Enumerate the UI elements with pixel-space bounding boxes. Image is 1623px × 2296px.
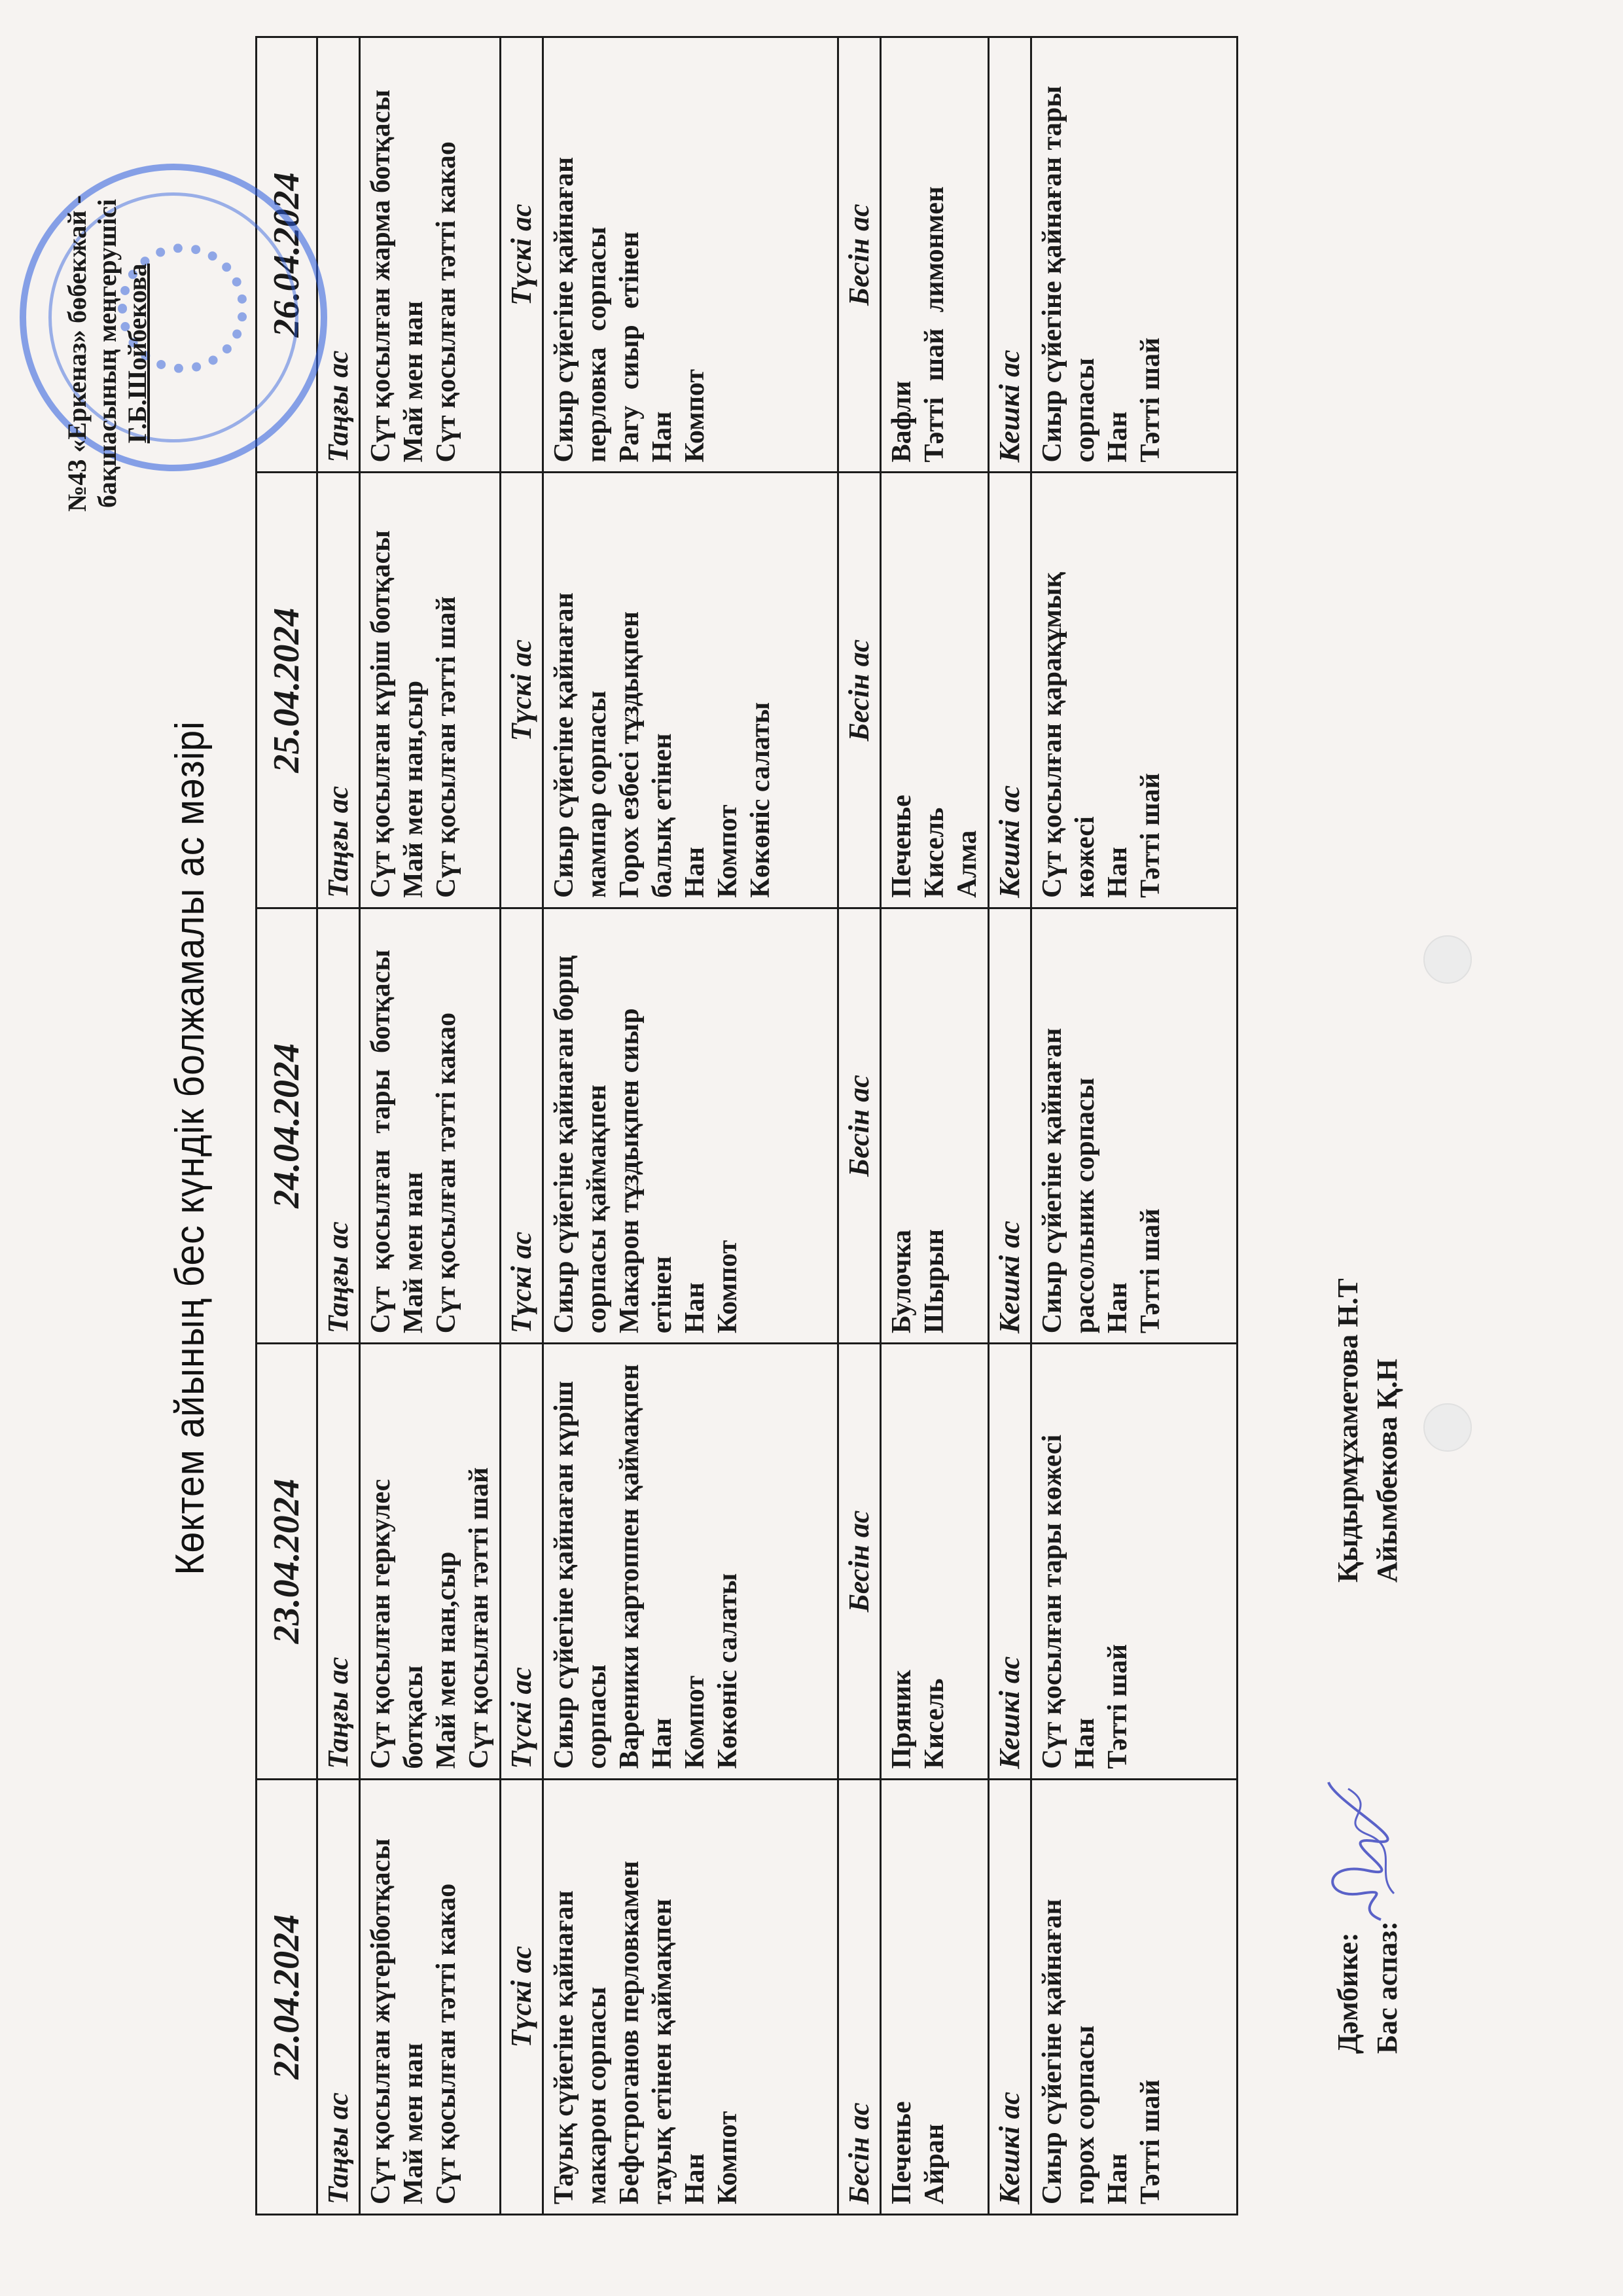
punch-hole xyxy=(1423,1403,1472,1452)
meal-label-breakfast: Таңғы ас xyxy=(317,908,360,1343)
menu-item: Сүт қосылған күріш ботқасы xyxy=(366,530,396,898)
menu-item: Нан xyxy=(647,1717,677,1769)
breakfast-cell xyxy=(360,908,501,1343)
menu-item: Печенье xyxy=(887,2101,917,2204)
menu-item: Сүт қосылған тәтті какао xyxy=(431,141,461,463)
menu-item: Компот xyxy=(680,368,710,463)
supper-cell xyxy=(1031,1344,1238,1779)
menu-item: тауық етінен қаймақпен xyxy=(647,1899,677,2204)
menu-item: Май мен нан xyxy=(399,300,429,463)
signatory-role: Дәмбике: xyxy=(1332,1932,1364,2054)
lunch-cell xyxy=(543,908,838,1343)
menu-item: Макарон тұздықпен сиыр xyxy=(615,1008,645,1334)
meal-label-lunch: Түскі ас xyxy=(501,1344,543,1779)
menu-item: Сүт қосылған тары көжесі xyxy=(1037,1434,1067,1769)
menu-item: Тәтті шай xyxy=(1135,773,1166,898)
meal-label-lunch: Түскі ас xyxy=(501,37,543,473)
menu-item: Компот xyxy=(680,1676,710,1769)
menu-item: ботқасы xyxy=(399,1665,429,1769)
supper-cell xyxy=(1031,473,1238,908)
menu-item: Сиыр сүйегіне қайнаған xyxy=(1037,1899,1067,2204)
menu-item: макарон сорпасы xyxy=(582,1986,612,2204)
menu-item: Сиыр сүйегіне қайнаған тары xyxy=(1037,86,1067,463)
date-header: 22.04.2024 xyxy=(257,1779,317,2214)
meal-label-breakfast: Таңғы ас xyxy=(317,1779,360,2214)
signatory-name: Айымбекова Қ.Н xyxy=(1371,1359,1403,1583)
menu-item: Тәтті шай xyxy=(1135,1208,1166,1334)
menu-item: Көкөніс салаты xyxy=(745,702,776,898)
breakfast-row xyxy=(360,37,501,2215)
snack-label-row xyxy=(838,37,881,2215)
menu-item: Компот xyxy=(713,1240,743,1334)
meal-label-supper: Кешкі ас xyxy=(989,1779,1031,2214)
menu-item: Рагу сиыр етінен xyxy=(615,231,645,463)
menu-item: Нан xyxy=(1103,1282,1133,1334)
menu-item: Нан xyxy=(680,846,710,898)
menu-item: Тәтті шай лимонмен xyxy=(919,186,950,463)
snack-row xyxy=(881,37,989,2215)
menu-item: Печенье xyxy=(887,795,917,898)
meal-label-snack: Бесін ас xyxy=(838,908,881,1343)
punch-hole xyxy=(1423,935,1472,984)
meal-label-supper: Кешкі ас xyxy=(989,1344,1031,1779)
meal-label-lunch: Түскі ас xyxy=(501,1779,543,2214)
menu-item: Кисель xyxy=(919,1678,950,1769)
menu-item: Сүт қосылған тары ботқасы xyxy=(366,949,396,1334)
approval-line-3: Г.Б.Шойбекова xyxy=(122,263,152,444)
menu-item: Нан xyxy=(1103,2153,1133,2204)
menu-item: Сүт қосылған тәтті шай xyxy=(464,1467,494,1769)
menu-item: Сиыр сүйегіне қайнаған xyxy=(1037,1028,1067,1334)
menu-item: Компот xyxy=(713,804,743,898)
menu-item: көжесі xyxy=(1070,816,1100,898)
supper-label-row xyxy=(989,37,1031,2215)
signatory-row xyxy=(1329,1278,1368,2054)
menu-item: балық етінен xyxy=(647,733,677,898)
menu-item: Булочка xyxy=(887,1229,917,1334)
snack-cell xyxy=(881,473,989,908)
meal-label-snack: Бесін ас xyxy=(838,37,881,473)
breakfast-label-row xyxy=(317,37,360,2215)
menu-item: Сиыр сүйегіне қайнаған xyxy=(549,592,579,898)
lunch-cell xyxy=(543,1779,838,2214)
menu-table xyxy=(255,36,1238,2215)
menu-item: Кисель xyxy=(919,807,950,898)
menu-item: Айран xyxy=(919,2123,950,2204)
signatory-role: Бас аспаз: xyxy=(1371,1921,1403,2054)
meal-label-snack: Бесін ас xyxy=(838,1344,881,1779)
menu-item: Алма xyxy=(952,830,982,898)
date-header: 23.04.2024 xyxy=(257,1344,317,1779)
menu-item: рассольник сорпасы xyxy=(1070,1077,1100,1334)
snack-cell xyxy=(881,1779,989,2214)
meal-label-supper: Кешкі ас xyxy=(989,37,1031,473)
menu-item: сорпасы xyxy=(1070,357,1100,463)
menu-item: Нан xyxy=(680,2153,710,2204)
menu-item: Сүт қосылған геркулес xyxy=(366,1479,396,1769)
meal-label-supper: Кешкі ас xyxy=(989,473,1031,908)
menu-item: Вареники картоппен қаймақпен xyxy=(615,1364,645,1769)
approval-line-1: №43 «Еркеназ» бөбекжай - xyxy=(62,195,92,512)
menu-item: етінен xyxy=(647,1256,677,1334)
meal-label-breakfast: Таңғы ас xyxy=(317,37,360,473)
menu-item: Горох езбесі тұздықпен xyxy=(615,611,645,898)
breakfast-cell xyxy=(360,1344,501,1779)
lunch-cell xyxy=(543,37,838,473)
menu-item: Сиыр сүйегіне қайнаған борщ xyxy=(549,955,579,1334)
menu-item: перловка сорпасы xyxy=(582,226,612,463)
menu-item: Тәтті шай xyxy=(1135,337,1166,463)
signatory-name: Қыдырмұхаметова Н.Т xyxy=(1332,1278,1364,1583)
menu-item: Сиыр сүйегіне қайнаған күріш xyxy=(549,1380,579,1769)
lunch-row xyxy=(543,37,838,2215)
lunch-label-row xyxy=(501,37,543,2215)
menu-item: мампар сорпасы xyxy=(582,691,612,898)
menu-item: Май мен нан,сыр xyxy=(431,1551,461,1769)
supper-cell xyxy=(1031,1779,1238,2214)
breakfast-cell xyxy=(360,37,501,473)
menu-item: Сүт қосылған жарма ботқасы xyxy=(366,89,396,463)
date-header: 26.04.2024 xyxy=(257,37,317,473)
menu-item: Нан xyxy=(1103,411,1133,463)
menu-item: Май мен нан,сыр xyxy=(399,680,429,898)
menu-item: сорпасы xyxy=(582,1664,612,1769)
signatory-row xyxy=(1368,1278,1407,2054)
snack-cell xyxy=(881,37,989,473)
meal-label-lunch: Түскі ас xyxy=(501,473,543,908)
menu-item: Сүт қосылған тәтті какао xyxy=(431,1012,461,1334)
lunch-cell xyxy=(543,1344,838,1779)
menu-item: Нан xyxy=(1103,846,1133,898)
menu-item: Нан xyxy=(680,1282,710,1334)
snack-cell xyxy=(881,1344,989,1779)
menu-item: Сүт қосылған қарақұмық xyxy=(1037,572,1067,898)
menu-item: Тауық сүйегіне қайнаған xyxy=(549,1890,579,2204)
menu-item: Нан xyxy=(647,411,677,463)
menu-item: Пряник xyxy=(887,1670,917,1769)
menu-item: Бефстроганов перловкамен xyxy=(615,1861,645,2204)
approval-line-2: бақшасының меңгерушісі xyxy=(92,198,122,509)
date-header: 25.04.2024 xyxy=(257,473,317,908)
lunch-cell xyxy=(543,473,838,908)
supper-cell xyxy=(1031,37,1238,473)
meal-label-snack: Бесін ас xyxy=(838,473,881,908)
breakfast-cell xyxy=(360,1779,501,2214)
approval-block xyxy=(62,137,152,569)
menu-item: Көкөніс салаты xyxy=(713,1573,743,1769)
meal-label-breakfast: Таңғы ас xyxy=(317,473,360,908)
menu-item: Сиыр сүйегіне қайнаған xyxy=(549,156,579,463)
menu-item: Тәтті шай xyxy=(1103,1643,1133,1769)
menu-item: горох сорпасы xyxy=(1070,2025,1100,2204)
page-title: Көктем айының бес күндік болжамалы ас мәзірі xyxy=(168,721,213,1575)
menu-item: Нан xyxy=(1070,1717,1100,1769)
signatories xyxy=(1329,1278,1407,2054)
menu-item: Май мен нан xyxy=(399,1172,429,1334)
date-header: 24.04.2024 xyxy=(257,908,317,1343)
snack-cell xyxy=(881,908,989,1343)
menu-item: Май мен нан xyxy=(399,2043,429,2204)
meal-label-supper: Кешкі ас xyxy=(989,908,1031,1343)
menu-item: Шырын xyxy=(919,1229,950,1334)
menu-item: Тәтті шай xyxy=(1135,2079,1166,2204)
menu-item: Сүт қосылған тәтті какао xyxy=(431,1883,461,2204)
menu-item: Сүт қосылған тәтті шай xyxy=(431,596,461,898)
menu-item: Сүт қосылған жүгеріботқасы xyxy=(366,1838,396,2204)
supper-row xyxy=(1031,37,1238,2215)
meal-label-snack: Бесін ас xyxy=(838,1779,881,2214)
meal-label-lunch: Түскі ас xyxy=(501,908,543,1343)
menu-item: Вафли xyxy=(887,380,917,463)
breakfast-cell xyxy=(360,473,501,908)
menu-item: Компот xyxy=(713,2111,743,2204)
supper-cell xyxy=(1031,908,1238,1343)
menu-item: сорпасы қаймақпен xyxy=(582,1085,612,1334)
meal-label-breakfast: Таңғы ас xyxy=(317,1344,360,1779)
